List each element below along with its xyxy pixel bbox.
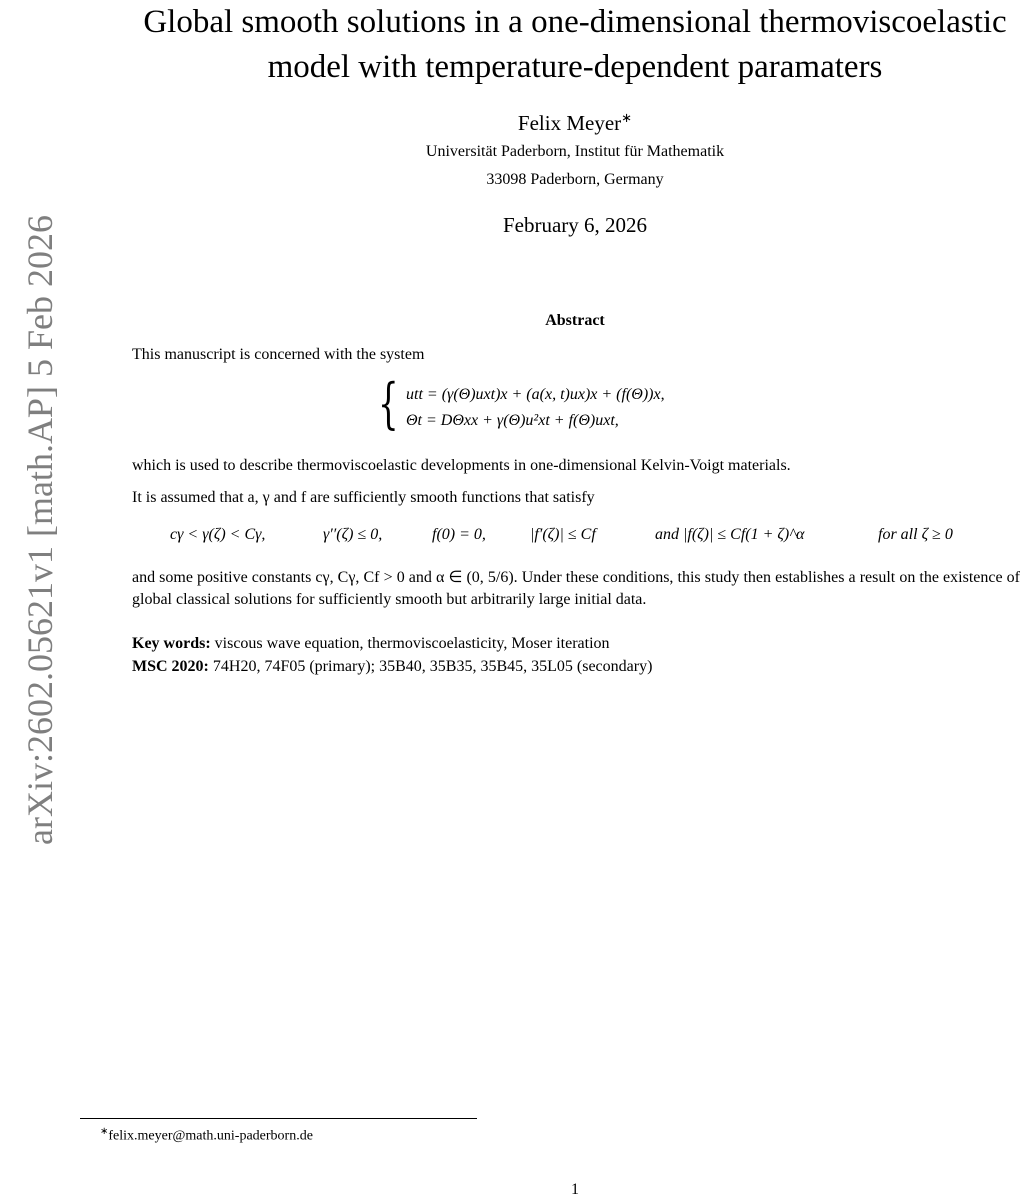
equation-wave: utt = (γ(Θ)uxt)x + (a(x, t)ux)x + (f(Θ))x, [406,386,665,403]
abstract-conclusion: and some positive constants cγ, Cγ, Cf > 0 and α ∈ (0, 5/6). Under these conditions, this study then establishes a result on the existence of global classical solutions for sufficiently smooth but arbitrarily large initial data. [132,569,1020,608]
condition-f-zero: f(0) = 0, [432,526,486,543]
msc-line [132,656,1020,678]
abstract-context: which is used to describe thermoviscoelastic developments in one-dimensional Kelvin-Voigt materials. [132,457,791,474]
abstract-intro: This manuscript is concerned with the system [132,346,425,363]
assumption-conditions [170,526,990,550]
keywords-line [132,633,1020,655]
keywords-text: viscous wave equation, thermoviscoelasticity, Moser iteration [214,635,610,652]
affiliation-institution: Universität Paderborn, Institut für Mathematik [425,143,725,160]
author-name [300,110,850,136]
condition-gamma-concave: γ′′(ζ) ≤ 0, [323,526,383,543]
title-line: Global smooth solutions in a one-dimensional thermoviscoelastic [143,4,1007,40]
equation-heat: Θt = DΘxx + γ(Θ)u²xt + f(Θ)uxt, [406,412,619,429]
abstract-heading: Abstract [545,312,605,329]
title-line: model with temperature-dependent paramaters [267,49,883,85]
left-brace-icon: { [378,372,399,435]
footnote-email-text: felix.meyer@math.uni-paderborn.de [108,1128,313,1144]
footnote-mark: ∗ [100,1126,109,1137]
arxiv-identifier-stamp: arXiv:2602.05621v1 [math.AP] 5 Feb 2026 [20,215,60,845]
paper-date: February 6, 2026 [502,213,648,237]
author-name-text: Felix Meyer [517,111,622,135]
msc-text: 74H20, 74F05 (primary); 35B40, 35B35, 35B45, 35L05 (secondary) [212,658,653,675]
condition-gamma-bounds: cγ < γ(ζ) < Cγ, [170,526,266,543]
condition-f-growth: and |f(ζ)| ≤ Cf(1 + ζ)^α [655,526,805,543]
affiliation-address: 33098 Paderborn, Germany [486,171,664,188]
keywords-label: Key words: [132,635,211,652]
footnote-divider [80,1118,477,1119]
condition-domain: for all ζ ≥ 0 [878,526,953,543]
author-footnote-mark: ∗ [621,110,633,125]
msc-label: MSC 2020: [132,658,209,675]
paper-title [90,0,1031,90]
condition-f-derivative: |f′(ζ)| ≤ Cf [530,526,596,543]
footnote-email [100,1126,313,1145]
page-number: 1 [571,1181,579,1198]
abstract-assumption: It is assumed that a, γ and f are sufficiently smooth functions that satisfy [132,489,595,506]
